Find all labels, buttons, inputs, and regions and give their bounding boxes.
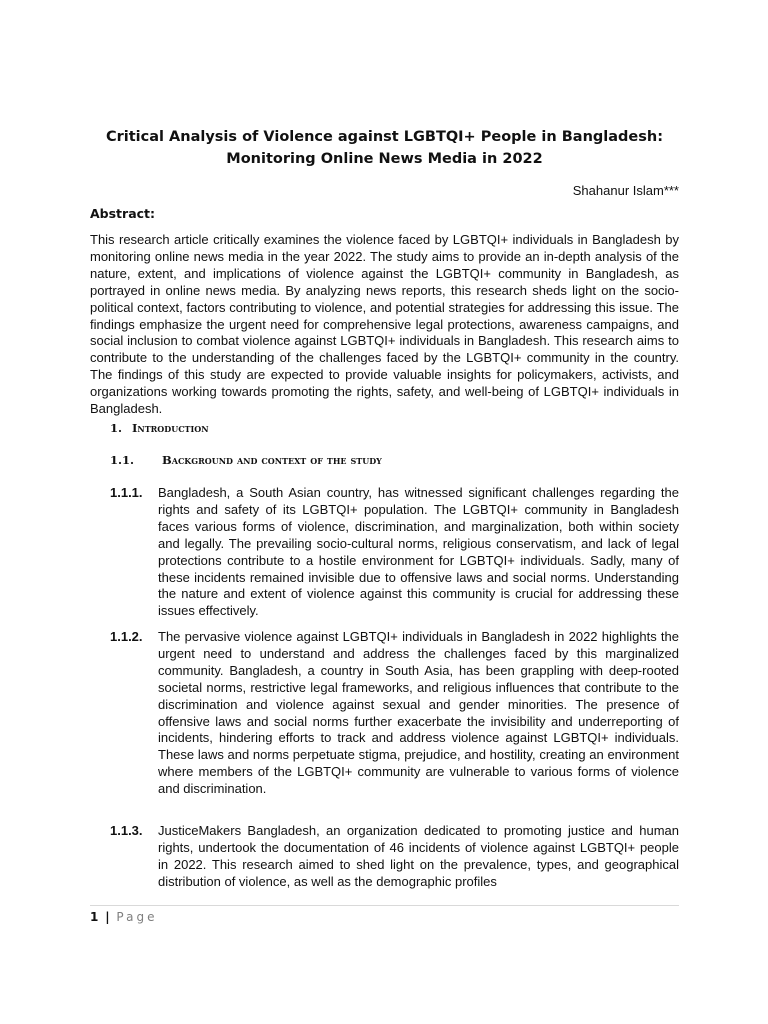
footer-divider [90, 905, 679, 906]
paragraph-1-1-2 [110, 629, 679, 798]
section-title: Background and context of the study [162, 453, 382, 467]
document-title: Critical Analysis of Violence against LGBTQI+ People in Bangladesh: Monitoring Online News Media in 2022 [105, 129, 664, 167]
paragraph-text: The pervasive violence against LGBTQI+ individuals in Bangladesh in 2022 highlights the urgent need to understand and address the challenges faced by this marginalized community. Bangladesh, a country in South Asia, has been grappling with deep-rooted societal norms, restrictive legal frameworks, and religious influences that contribute to the discrimination and violence against sexual and gender minorities. The presence of offensive laws and social norms further exacerbate the invisibility and underreporting of incidents, hindering efforts to track and address violence against LGBTQI+ individuals. These laws and norms perpetuate stigma, prejudice, and hostility, creating an environment where members of the LGBTQI+ community are vulnerable to various forms of violence and discrimination. [158, 629, 679, 797]
paragraph-text: Bangladesh, a South Asian country, has witnessed significant challenges regarding the rights and safety of its LGBTQI+ population. The LGBTQI+ community in Bangladesh faces various forms of violence, discrimination, and marginalization, both within society and legally. The prevailing socio-cultural norms, religious conservatism, and lack of legal protections contribute to a hostile environment for LGBTQI+ individuals. Sadly, many of these incidents remained invisible due to offensive laws and social norms. Understanding the nature and extent of violence against this community is crucial for addressing these issues effectively. [158, 485, 679, 619]
section-heading-background [110, 452, 382, 468]
paragraph-text: JusticeMakers Bangladesh, an organization dedicated to promoting justice and human rights, undertook the documentation of 46 incidents of violence against LGBTQI+ people in 2022. This research aimed to shed light on the prevalence, types, and geographical distribution of violence, as well as the demographic profiles [158, 823, 679, 889]
paragraph-number: 1.1.1. [110, 485, 143, 500]
document-page [90, 0, 679, 1024]
page-number: 1 [90, 910, 99, 924]
page-footer [90, 910, 157, 924]
footer-separator: | [105, 910, 110, 924]
section-title: Introduction [132, 421, 209, 435]
page-label: Page [116, 910, 158, 924]
section-number: 1.1. [110, 453, 135, 467]
paragraph-number: 1.1.2. [110, 629, 143, 644]
abstract-body: This research article critically examines the violence faced by LGBTQI+ individuals in Bangladesh by monitoring online news media in the year 2022. The study aims to provide an in-depth analysis of the nature, extent, and implications of violence against the LGBTQI+ community in Bangladesh, as portrayed in online news media. By analyzing news reports, this research sheds light on the socio-political context, factors contributing to violence, and potential strategies for addressing this issue. The findings emphasize the urgent need for comprehensive legal protections, awareness campaigns, and social inclusion to combat violence against LGBTQI+ individuals in Bangladesh. This research aims to contribute to the understanding of the challenges faced by the LGBTQI+ community in the country. The findings of this study are expected to provide valuable insights for policymakers, activists, and organizations working towards promoting the rights, safety, and well-being of LGBTQI+ individuals in Bangladesh. [90, 232, 679, 417]
paragraph-number: 1.1.3. [110, 823, 143, 838]
author-name: Shahanur Islam*** [572, 183, 679, 198]
section-heading-introduction [110, 420, 209, 436]
abstract-heading: Abstract: [90, 206, 156, 221]
paragraph-1-1-1 [110, 485, 679, 620]
paragraph-1-1-3 [110, 823, 679, 891]
section-number: 1. [110, 421, 123, 435]
